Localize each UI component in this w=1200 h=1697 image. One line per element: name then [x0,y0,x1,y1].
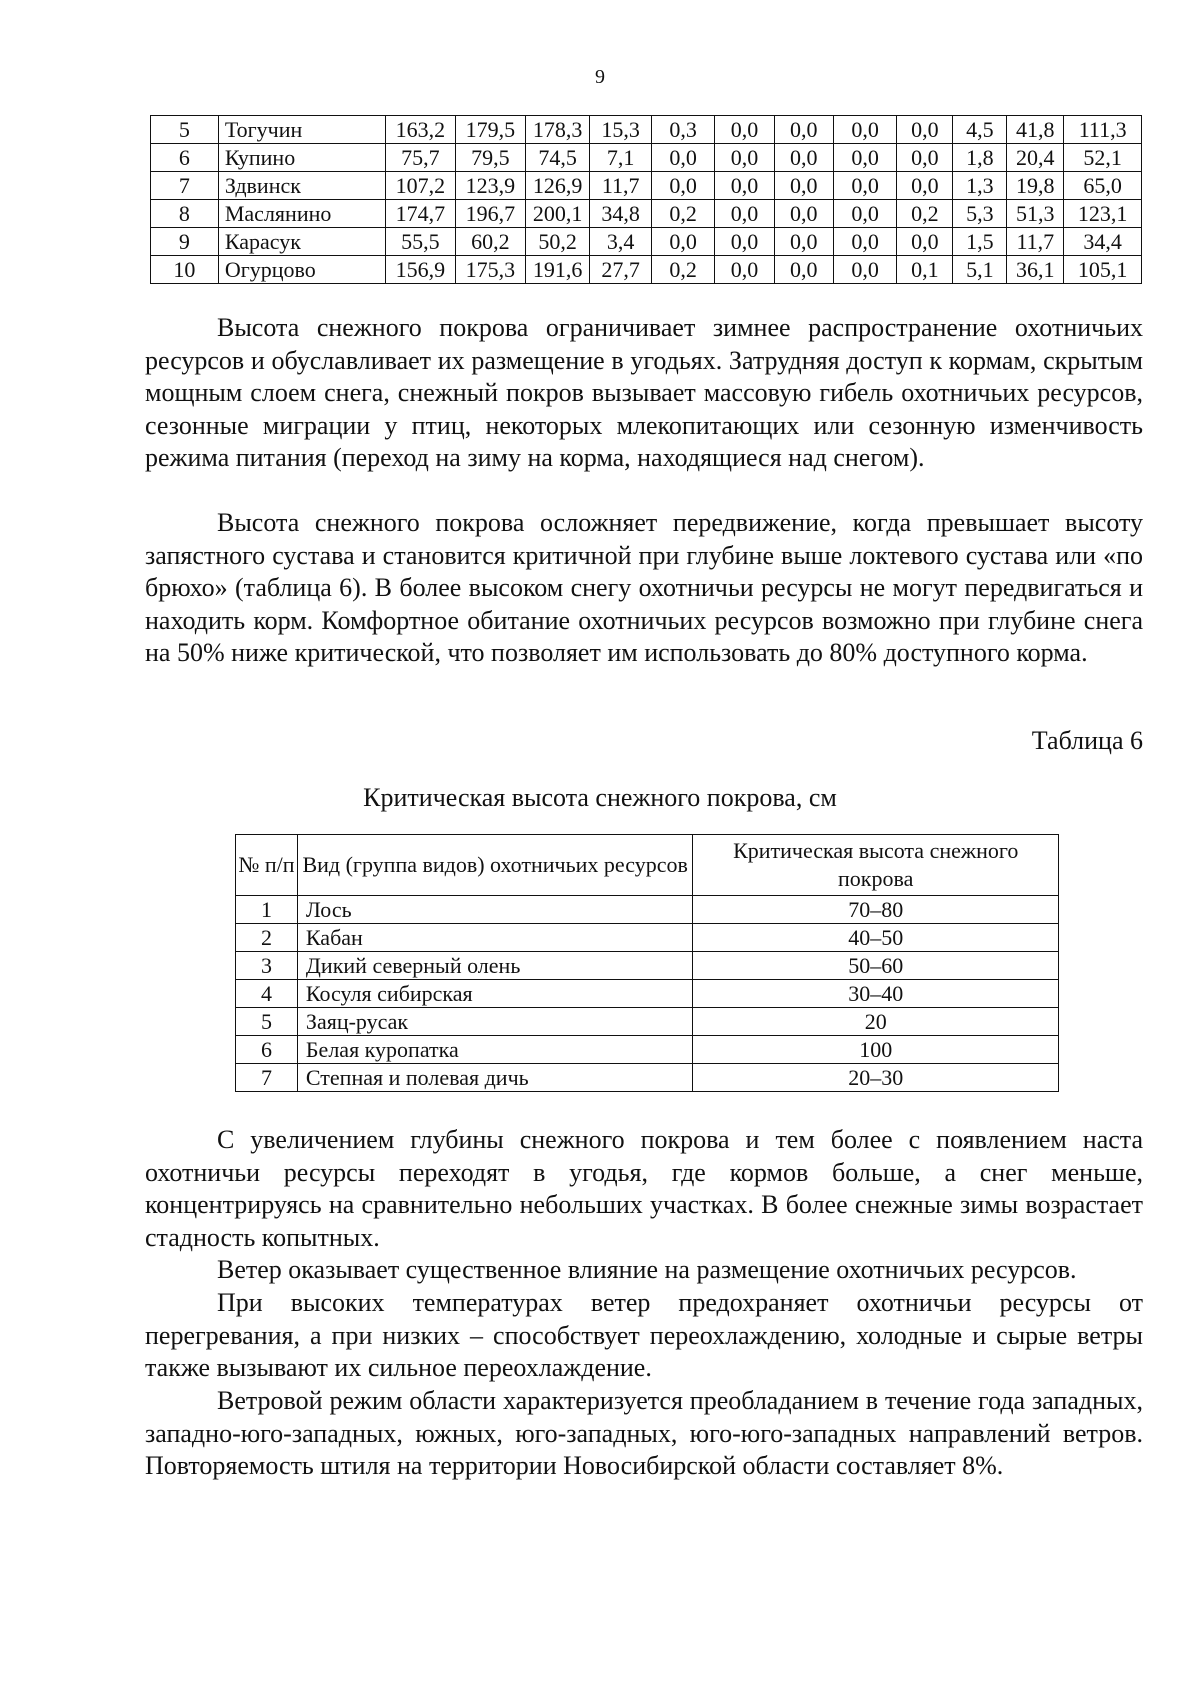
table-cell: 0,0 [774,200,833,228]
species-name: Косуля сибирская [297,980,692,1008]
table-cell: 79,5 [455,144,525,172]
table-cell: 178,3 [525,116,590,144]
table-cell: 200,1 [525,200,590,228]
table-cell: 34,4 [1064,228,1142,256]
header-species: Вид (группа видов) охотничьих ресурсов [297,835,692,896]
table-cell: 74,5 [525,144,590,172]
table-cell: 41,8 [1007,116,1064,144]
table-cell: 4,5 [953,116,1007,144]
table-cell: 51,3 [1007,200,1064,228]
critical-height: 20 [693,1008,1059,1036]
row-number: 3 [236,952,298,980]
row-number: 5 [151,116,219,144]
table-cell: 0,0 [774,228,833,256]
table-cell: 27,7 [590,256,651,284]
table-cell: 111,3 [1064,116,1142,144]
critical-snow-height-table [235,834,1059,1092]
table-cell: 196,7 [455,200,525,228]
table-cell: 0,0 [774,144,833,172]
table-cell: 0,0 [715,144,774,172]
table-cell: 34,8 [590,200,651,228]
row-number: 4 [236,980,298,1008]
table-cell: 107,2 [385,172,455,200]
table-cell: 0,2 [651,256,715,284]
species-name: Степная и полевая дичь [297,1064,692,1092]
row-number: 8 [151,200,219,228]
table-cell: 0,0 [833,144,897,172]
table-cell: 36,1 [1007,256,1064,284]
table-row [151,228,1142,256]
table-cell: 174,7 [385,200,455,228]
table-cell: 0,0 [651,172,715,200]
row-number: 1 [236,896,298,924]
table-cell: 0,0 [833,256,897,284]
paragraph-wind-influence: Ветер оказывает существенное влияние на размещение охотничьих ресурсов. [217,1255,1077,1284]
table-cell: 0,0 [833,116,897,144]
table-cell: 0,2 [897,200,953,228]
table-row [236,1008,1059,1036]
paragraph-snow-movement: Высота снежного покрова осложняет передвижение, когда превышает высоту запястного сустава и становится критичной при глубине выше локтевого сустава или «по брюхо» (таблица 6). В более высоком снегу охотничьи ресурсы не могут передвигаться и находить корм. Комфортное обитание охотничьих ресурсов возможно при глубине снега на 50% ниже критической, что позволяет им использовать до 80% доступного корма. [145,508,1143,667]
table-row [236,1064,1059,1092]
table-cell: 123,1 [1064,200,1142,228]
table-row [151,200,1142,228]
table-cell: 163,2 [385,116,455,144]
paragraph-wind-regime: Ветровой режим области характеризуется преобладанием в течение года западных, западно-юго-западных, южных, юго-западных, юго-юго-западных направлений ветров. Повторяемость штиля на территории Новосибирской области составляет 8%. [145,1386,1143,1480]
table-cell: 7,1 [590,144,651,172]
table-cell: 0,0 [715,116,774,144]
row-number: 7 [151,172,219,200]
table-cell: 0,0 [715,172,774,200]
table-cell: 0,1 [897,256,953,284]
table-cell: 60,2 [455,228,525,256]
table-cell: 50,2 [525,228,590,256]
table-cell: 1,5 [953,228,1007,256]
row-number: 10 [151,256,219,284]
station-name: Купино [218,144,385,172]
row-number: 9 [151,228,219,256]
snow-depth-table [150,115,1142,284]
table-cell: 0,0 [651,144,715,172]
table-cell: 0,0 [833,200,897,228]
table-cell: 0,0 [833,172,897,200]
table-cell: 0,0 [897,228,953,256]
table-cell: 52,1 [1064,144,1142,172]
table-cell: 15,3 [590,116,651,144]
table-row [151,256,1142,284]
table-row [236,980,1059,1008]
table-cell: 0,0 [651,228,715,256]
table-row [236,1036,1059,1064]
station-name: Тогучин [218,116,385,144]
species-name: Заяц-русак [297,1008,692,1036]
table-cell: 0,0 [774,256,833,284]
table-cell: 0,0 [715,200,774,228]
row-number: 2 [236,924,298,952]
table-cell: 156,9 [385,256,455,284]
table-cell: 1,3 [953,172,1007,200]
table-row [151,172,1142,200]
critical-height: 40–50 [693,924,1059,952]
row-number: 5 [236,1008,298,1036]
table-header-row [236,835,1059,896]
table-row [151,116,1142,144]
table-cell: 0,0 [715,256,774,284]
table-cell: 0,0 [833,228,897,256]
table-cell: 75,7 [385,144,455,172]
table-row [236,924,1059,952]
table-cell: 3,4 [590,228,651,256]
table-cell: 126,9 [525,172,590,200]
critical-height: 30–40 [693,980,1059,1008]
table-row [236,896,1059,924]
table-label: Таблица 6 [1031,726,1143,755]
table-cell: 11,7 [1007,228,1064,256]
critical-height: 70–80 [693,896,1059,924]
table-cell: 5,1 [953,256,1007,284]
critical-height: 100 [693,1036,1059,1064]
table-cell: 0,0 [715,228,774,256]
header-critical-height: Критическая высота снежного покрова [693,835,1059,896]
table-title: Критическая высота снежного покрова, см [363,783,837,812]
species-name: Дикий северный олень [297,952,692,980]
table-cell: 191,6 [525,256,590,284]
table-cell: 0,2 [651,200,715,228]
table-cell: 0,3 [651,116,715,144]
station-name: Здвинск [218,172,385,200]
header-number: № п/п [236,835,298,896]
row-number: 6 [151,144,219,172]
table-cell: 55,5 [385,228,455,256]
table-cell: 5,3 [953,200,1007,228]
table-row [236,952,1059,980]
critical-height: 20–30 [693,1064,1059,1092]
station-name: Карасук [218,228,385,256]
critical-height: 50–60 [693,952,1059,980]
paragraph-wind-temperature: При высоких температурах ветер предохраняет охотничьи ресурсы от перегревания, а при низких – способствует переохлаждению, холодные и сырые ветры также вызывают их сильное переохлаждение. [145,1288,1143,1382]
table-cell: 11,7 [590,172,651,200]
station-name: Огурцово [218,256,385,284]
page-number: 9 [595,66,605,88]
table-cell: 179,5 [455,116,525,144]
species-name: Кабан [297,924,692,952]
paragraph-snow-concentration: С увеличением глубины снежного покрова и тем более с появлением наста охотничьи ресурсы переходят в угодья, где кормов больше, а снег меньше, концентрируясь на сравнительно небольших участках. В более снежные зимы возрастает стадность копытных. [145,1125,1143,1252]
paragraph-snow-distribution: Высота снежного покрова ограничивает зимнее распространение охотничьих ресурсов и обуславливает их размещение в угодьях. Затрудняя доступ к кормам, скрытым мощным слоем снега, снежный покров вызывает массовую гибель охотничьих ресурсов, сезонные миграции у птиц, некоторых млекопитающих или сезонную изменчивость режима питания (переход на зиму на корма, находящиеся над снегом). [145,313,1143,472]
species-name: Лось [297,896,692,924]
table-cell: 0,0 [774,116,833,144]
table-cell: 19,8 [1007,172,1064,200]
row-number: 7 [236,1064,298,1092]
table-cell: 0,0 [774,172,833,200]
row-number: 6 [236,1036,298,1064]
species-name: Белая куропатка [297,1036,692,1064]
table-cell: 65,0 [1064,172,1142,200]
table-cell: 1,8 [953,144,1007,172]
station-name: Маслянино [218,200,385,228]
table-cell: 123,9 [455,172,525,200]
table-cell: 175,3 [455,256,525,284]
table-cell: 0,0 [897,172,953,200]
table-cell: 105,1 [1064,256,1142,284]
table-row [151,144,1142,172]
table-cell: 20,4 [1007,144,1064,172]
table-cell: 0,0 [897,144,953,172]
table-cell: 0,0 [897,116,953,144]
